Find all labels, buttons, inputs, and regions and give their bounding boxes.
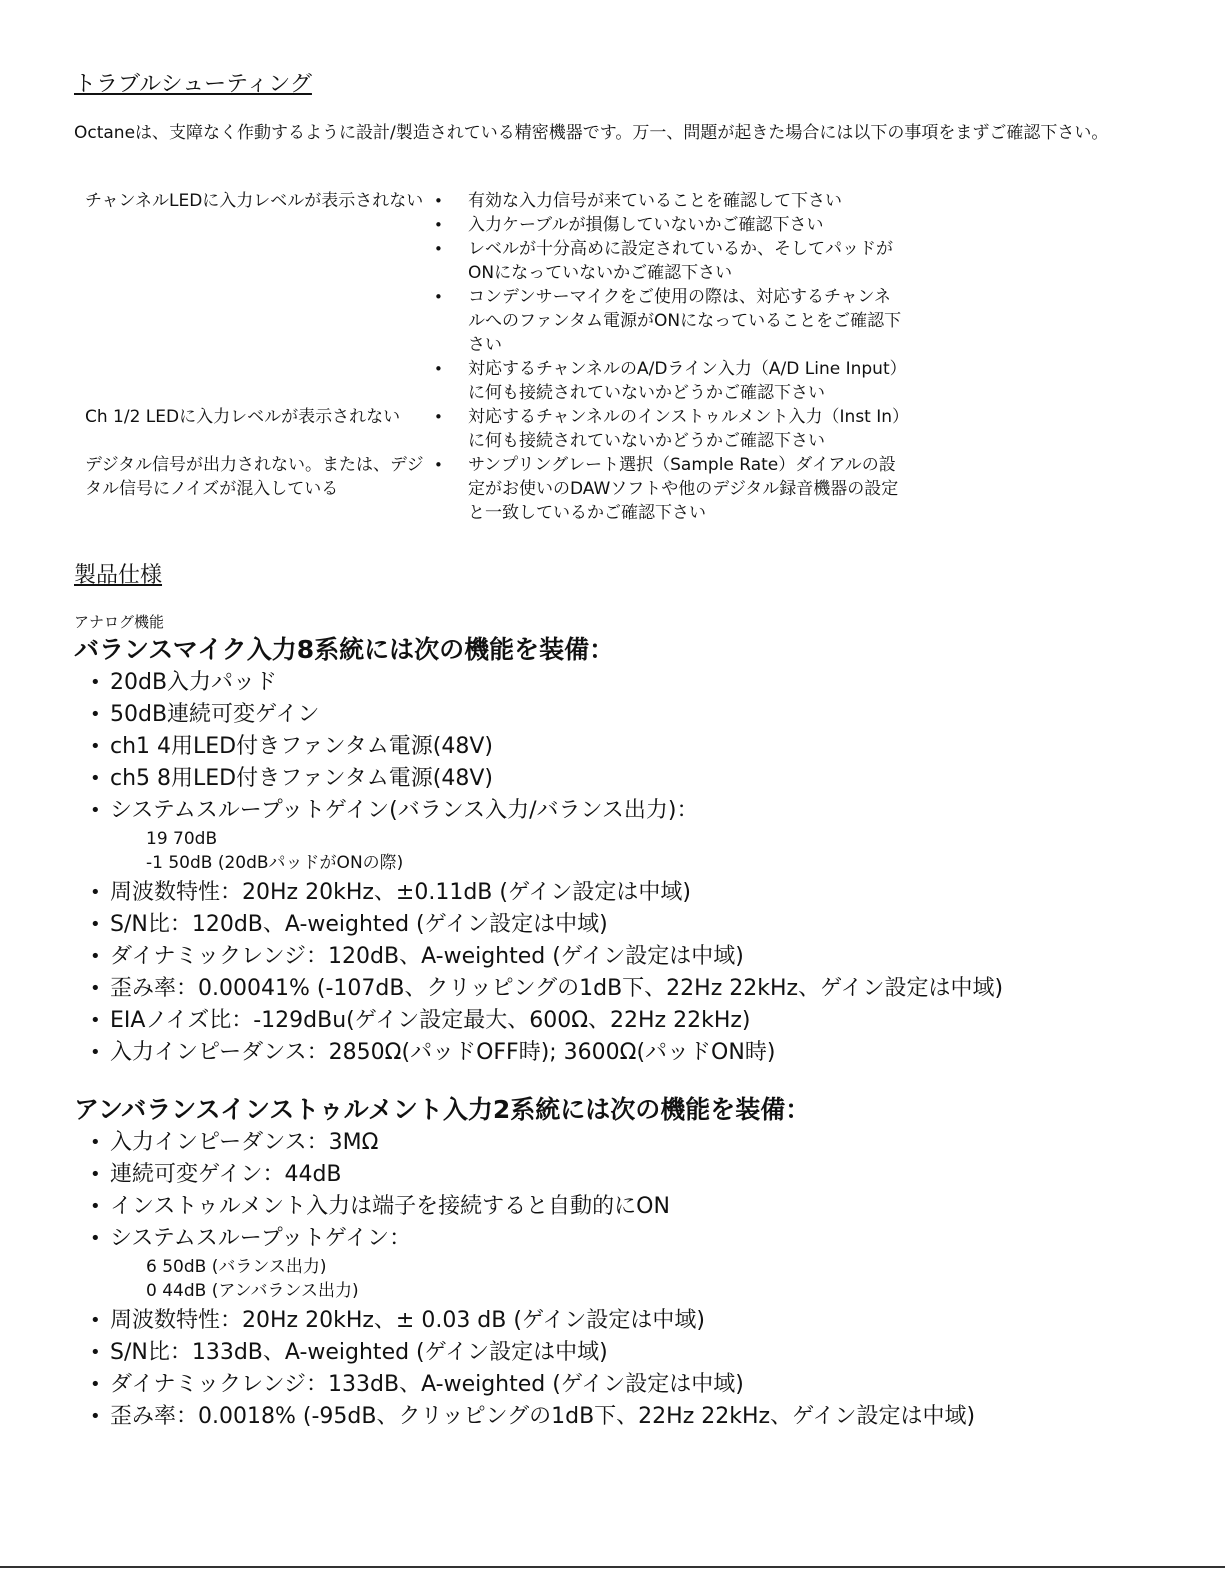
solution-item: • 入力ケーブルが損傷していないかご確認下さい [425, 213, 905, 237]
inst-input-block [74, 1093, 1154, 1433]
mic-spec-list [74, 667, 1154, 827]
solution-item: • 有効な入力信号が来ていることを確認して下さい [425, 189, 905, 213]
gain-value: 0 44dB (アンバランス出力) [146, 1281, 359, 1301]
spec-item: • システムスループットゲイン： [74, 1223, 1154, 1255]
trouble-solutions [425, 453, 905, 525]
trouble-symptom: デジタル信号が出力されない。または、デジタル信号にノイズが混入している [85, 455, 424, 499]
spec-item: • 歪み率：0.00041% (-107dB、クリッピングの1dB下、22Hz 22kHz、ゲイン設定は中域) [74, 973, 1154, 1005]
troubleshooting-intro: Octaneは、支障なく作動するように設計/製造されている精密機器です。万一、問題が起きた場合には以下の事項をまずご確認下さい。 [74, 123, 1109, 143]
spec-item: • 連続可変ゲイン：44dB [74, 1159, 1154, 1191]
trouble-symptom: Ch 1/2 LEDに入力レベルが表示されない [85, 407, 401, 427]
trouble-row [74, 405, 1074, 453]
troubleshooting-title: トラブルシューティング [74, 72, 312, 97]
trouble-symptom: チャンネルLEDに入力レベルが表示されない [85, 191, 424, 211]
spec-item: • ch1 4用LED付きファンタム電源(48V) [74, 731, 1154, 763]
manual-page [74, 68, 1154, 1433]
spec-item: • S/N比：120dB、A-weighted (ゲイン設定は中域) [74, 909, 1154, 941]
spec-item: • インストゥルメント入力は端子を接続すると自動的にON [74, 1191, 1154, 1223]
spec-item: • EIAノイズ比：-129dBu(ゲイン設定最大、600Ω、22Hz 22kHz) [74, 1005, 1154, 1037]
inst-spec-list-2 [74, 1305, 1154, 1433]
gain-value: 19 70dB [146, 829, 218, 849]
trouble-solutions [425, 405, 905, 453]
spec-item: • ダイナミックレンジ：120dB、A-weighted (ゲイン設定は中域) [74, 941, 1154, 973]
spec-item: • S/N比：133dB、A-weighted (ゲイン設定は中域) [74, 1337, 1154, 1369]
spec-item: • システムスループットゲイン(バランス入力/バランス出力)： [74, 795, 1154, 827]
spec-item: • 入力インピーダンス：3MΩ [74, 1127, 1154, 1159]
solution-item: • コンデンサーマイクをご使用の際は、対応するチャンネルへのファンタム電源がONになっていることをご確認下さい [425, 285, 905, 357]
spec-item: • ch5 8用LED付きファンタム電源(48V) [74, 763, 1154, 795]
spec-item: • 歪み率：0.0018% (-95dB、クリッピングの1dB下、22Hz 22kHz、ゲイン設定は中域) [74, 1401, 1154, 1433]
page-bottom-rule [0, 1566, 1225, 1568]
specs-title: 製品仕様 [74, 563, 163, 588]
solution-item: • サンプリングレート選択（Sample Rate）ダイアルの設定がお使いのDAWソフトや他のデジタル録音機器の設定と一致しているかご確認下さい [425, 453, 905, 525]
spec-item: • 周波数特性：20Hz 20kHz、±0.11dB (ゲイン設定は中域) [74, 877, 1154, 909]
spec-item: • 50dB連続可変ゲイン [74, 699, 1154, 731]
mic-input-block [74, 633, 1154, 1069]
trouble-row [74, 453, 1074, 525]
inst-input-heading: アンバランスインストゥルメント入力2系統には次の機能を装備： [74, 1095, 811, 1124]
inst-gain-values [74, 1255, 1154, 1303]
mic-spec-list-2 [74, 877, 1154, 1069]
inst-spec-list [74, 1127, 1154, 1255]
gain-value: -1 50dB (20dBパッドがONの際) [146, 853, 404, 873]
trouble-row [74, 189, 1074, 405]
troubleshooting-table [74, 189, 1074, 525]
spec-item: • 周波数特性：20Hz 20kHz、± 0.03 dB (ゲイン設定は中域) [74, 1305, 1154, 1337]
spec-item: • ダイナミックレンジ：133dB、A-weighted (ゲイン設定は中域) [74, 1369, 1154, 1401]
spec-item: • 入力インピーダンス：2850Ω(パッドOFF時); 3600Ω(パッドON時) [74, 1037, 1154, 1069]
solution-item: • 対応するチャンネルのインストゥルメント入力（Inst In）に何も接続されていないかどうかご確認下さい [425, 405, 905, 453]
spec-item: • 20dB入力パッド [74, 667, 1154, 699]
solution-item: • 対応するチャンネルのA/Dライン入力（A/D Line Input）に何も接続されていないかどうかご確認下さい [425, 357, 905, 405]
solution-item: • レベルが十分高めに設定されているか、そしてパッドがONになっていないかご確認下さい [425, 237, 905, 285]
gain-value: 6 50dB (バランス出力) [146, 1257, 327, 1277]
analog-label: アナログ機能 [74, 613, 165, 631]
trouble-solutions [425, 189, 905, 405]
mic-input-heading: バランスマイク入力8系統には次の機能を装備： [74, 635, 615, 664]
mic-gain-values [74, 827, 1154, 875]
